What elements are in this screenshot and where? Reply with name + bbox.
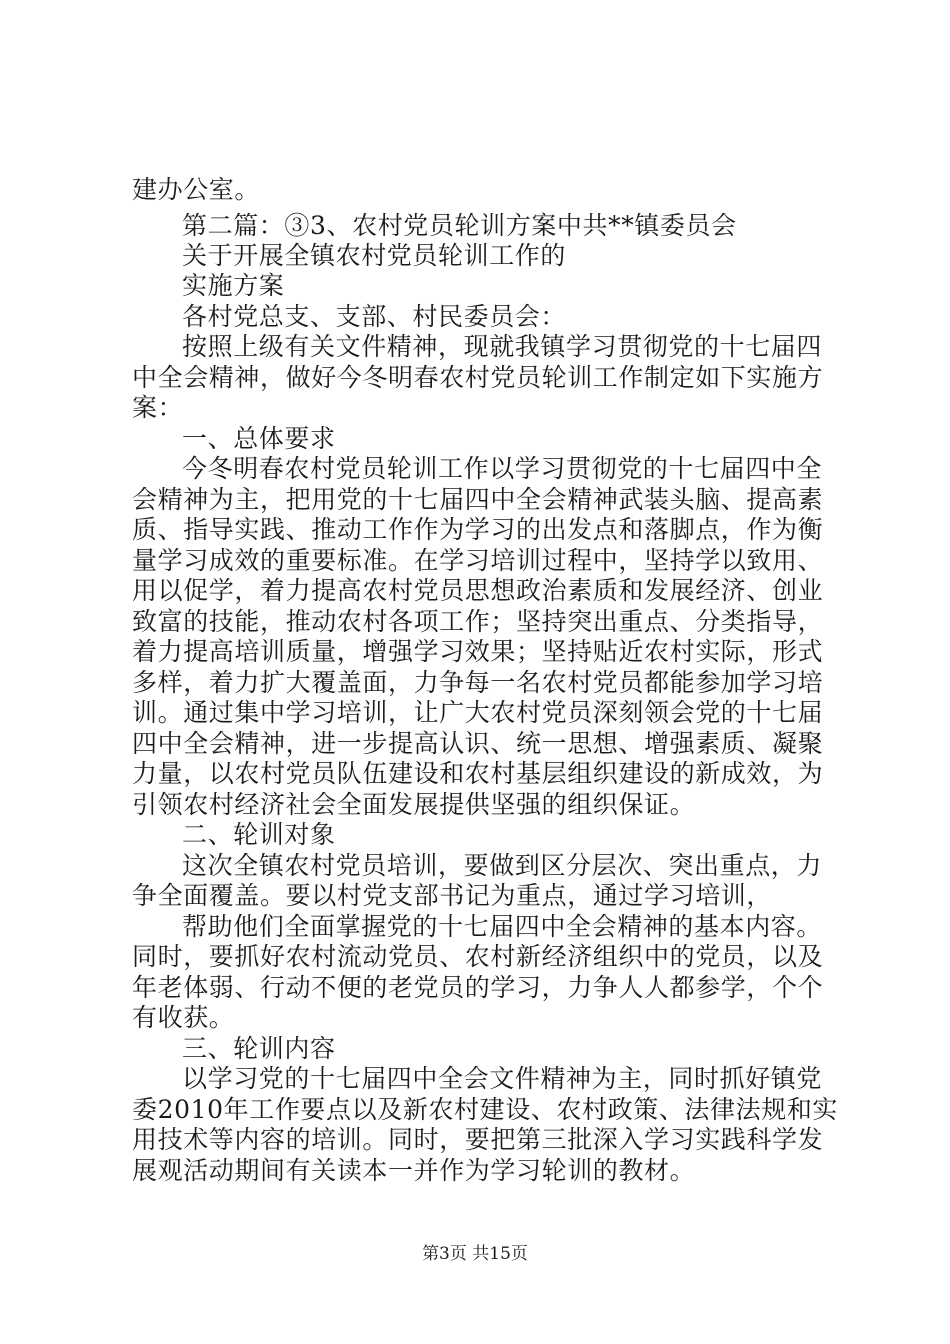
text-line: 训。通过集中学习培训，让广大农村党员深刻领会党的十七届 — [132, 698, 824, 727]
text-line: 四中全会精神，进一步提高认识、统一思想、增强素质、凝聚 — [132, 729, 824, 758]
text-line: 多样，着力扩大覆盖面，力争每一名农村党员都能参加学习培 — [132, 668, 824, 697]
text-line: 质、指导实践、推动工作作为学习的出发点和落脚点，作为衡 — [132, 515, 824, 544]
text-line: 今冬明春农村党员轮训工作以学习贯彻党的十七届四中全 — [182, 454, 823, 483]
section-heading: 三、轮训内容 — [182, 1034, 336, 1063]
text-line: 委2010年工作要点以及新农村建设、农村政策、法律法规和实 — [132, 1095, 839, 1124]
page-number-footer: 第3页 共15页 — [422, 1244, 528, 1264]
text-line: 帮助他们全面掌握党的十七届四中全会精神的基本内容。 — [182, 912, 823, 941]
text-line: 同时，要抓好农村流动党员、农村新经济组织中的党员，以及 — [132, 942, 824, 971]
text-line: 有收获。 — [132, 1003, 235, 1032]
text-line: 展观活动期间有关读本一并作为学习轮训的教材。 — [132, 1156, 696, 1185]
text-line: 案： — [132, 393, 184, 422]
text-line: 建办公室。 — [132, 175, 261, 204]
text-line: 致富的技能，推动农村各项工作；坚持突出重点、分类指导， — [132, 607, 824, 636]
section-heading: 二、轮训对象 — [182, 820, 336, 849]
text-line: 按照上级有关文件精神，现就我镇学习贯彻党的十七届四 — [182, 332, 823, 361]
text-line: 着力提高培训质量，增强学习效果；坚持贴近农村实际，形式 — [132, 637, 824, 666]
document-title: 实施方案 — [182, 271, 285, 300]
text-line: 力量，以农村党员队伍建设和农村基层组织建设的新成效，为 — [132, 759, 824, 788]
text-line: 中全会精神，做好今冬明春农村党员轮训工作制定如下实施方 — [132, 363, 824, 392]
text-line: 争全面覆盖。要以村党支部书记为重点，通过学习培训， — [132, 881, 773, 910]
text-line: 用以促学，着力提高农村党员思想政治素质和发展经济、创业 — [132, 576, 824, 605]
text-line: 这次全镇农村党员培训，要做到区分层次、突出重点，力 — [182, 851, 823, 880]
document-title: 关于开展全镇农村党员轮训工作的 — [182, 241, 567, 270]
text-line: 以学习党的十七届四中全会文件精神为主，同时抓好镇党 — [182, 1064, 823, 1093]
text-line: 会精神为主，把用党的十七届四中全会精神武装头脑、提高素 — [132, 485, 824, 514]
text-line: 量学习成效的重要标准。在学习培训过程中，坚持学以致用、 — [132, 546, 824, 575]
text-line: 年老体弱、行动不便的老党员的学习，力争人人都参学，个个 — [132, 973, 824, 1002]
salutation: 各村党总支、支部、村民委员会： — [182, 302, 567, 331]
section-heading: 第二篇：③3、农村党员轮训方案中共**镇委员会 — [182, 211, 737, 240]
section-heading: 一、总体要求 — [182, 424, 336, 453]
text-line: 引领农村经济社会全面发展提供坚强的组织保证。 — [132, 790, 696, 819]
text-line: 用技术等内容的培训。同时，要把第三批深入学习实践科学发 — [132, 1125, 824, 1154]
